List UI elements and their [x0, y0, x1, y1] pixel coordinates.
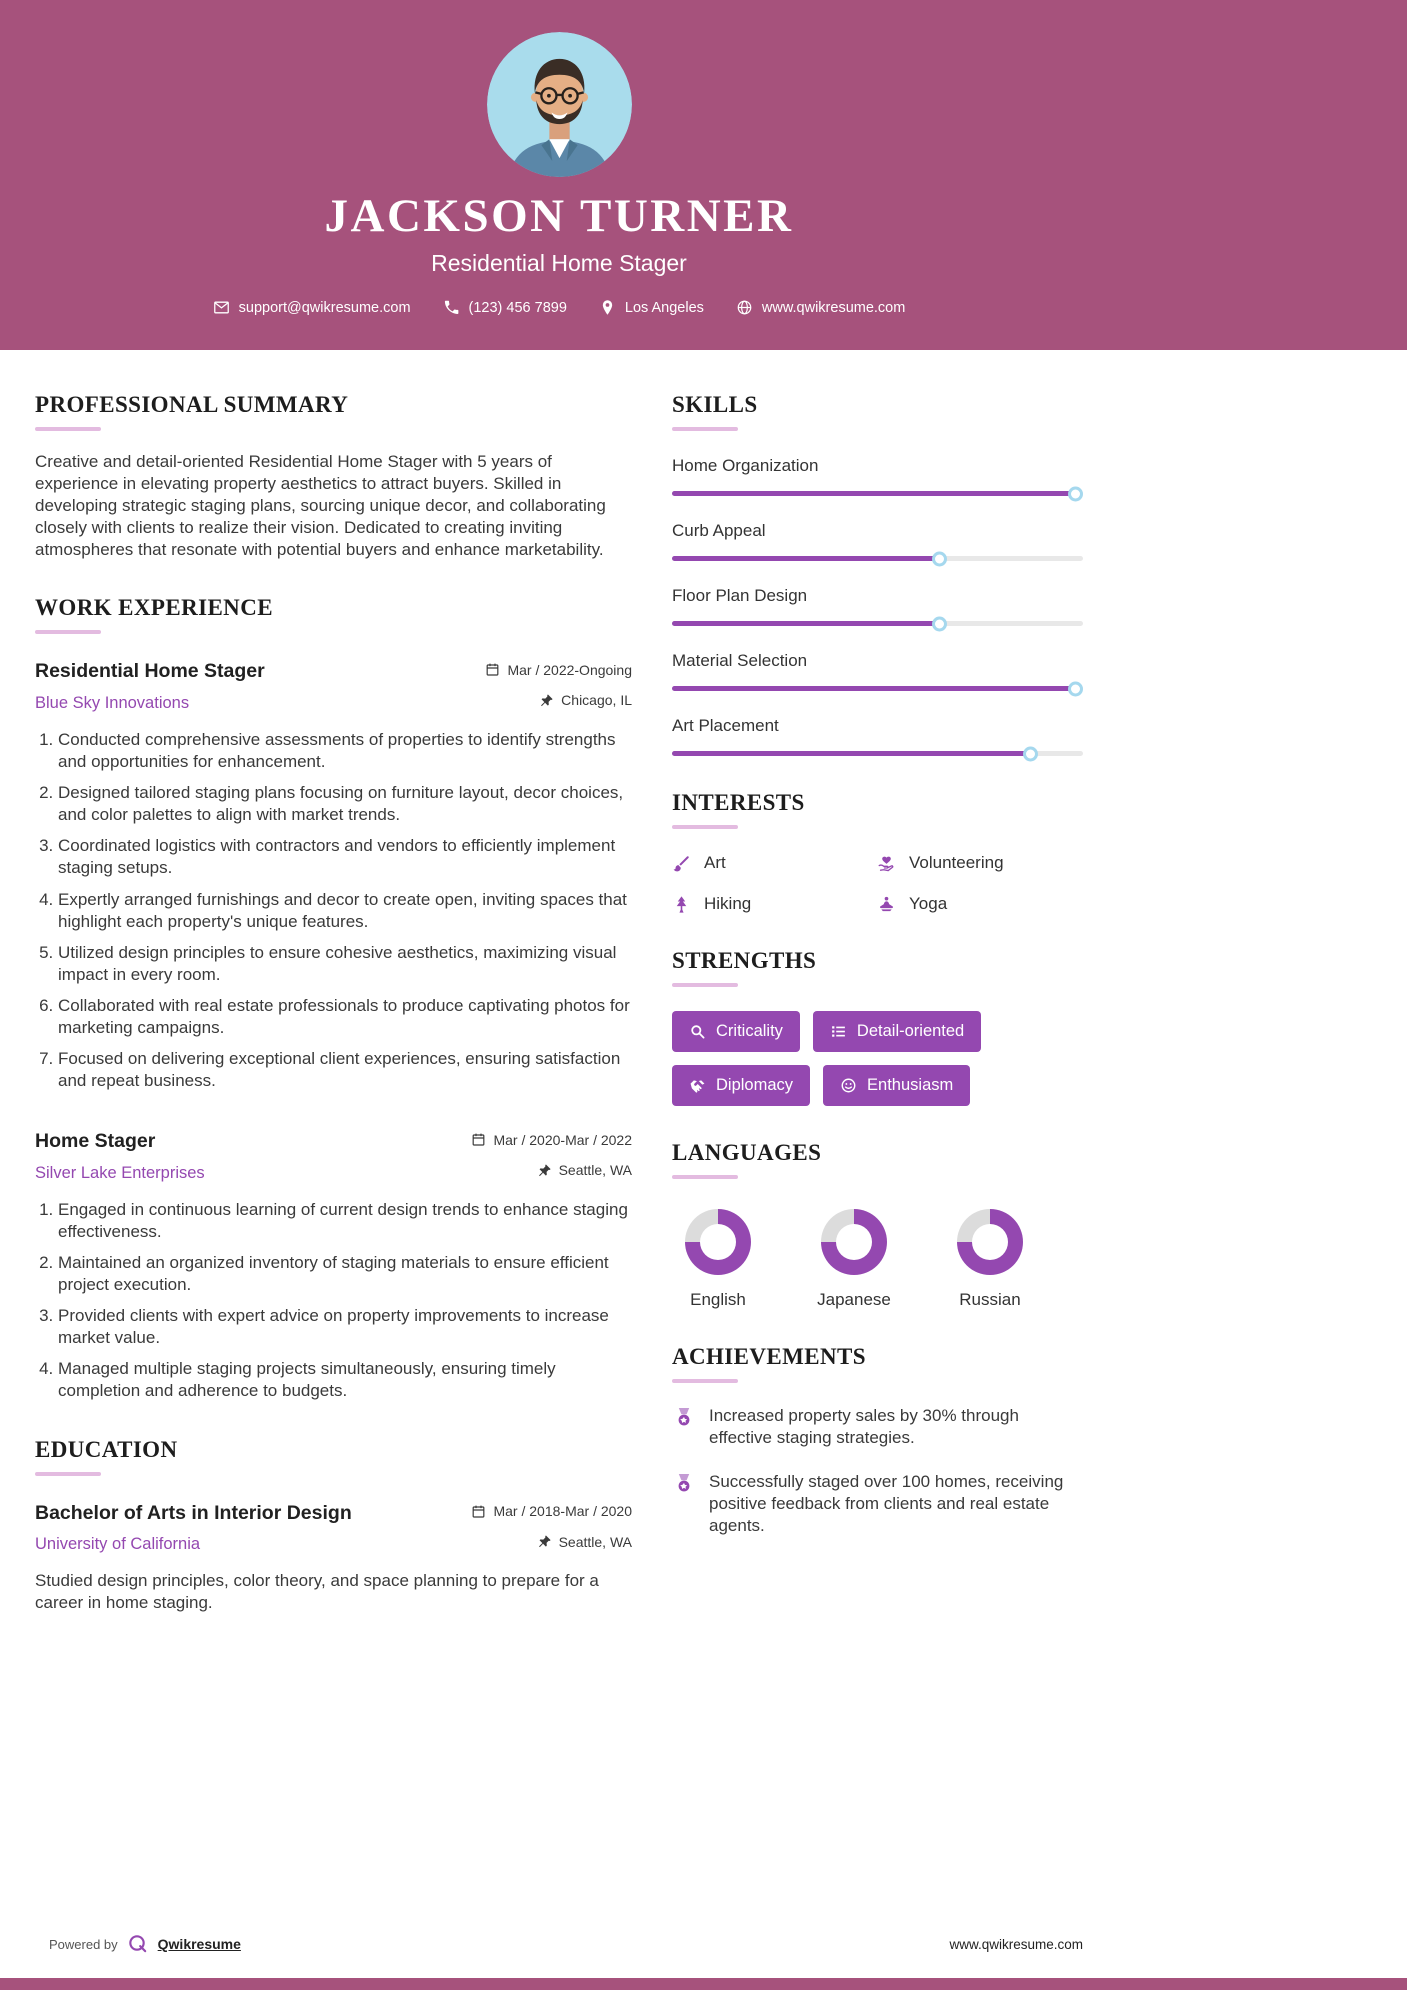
- section-education: [35, 1437, 632, 1615]
- heading-underline: [35, 630, 101, 634]
- powered-by-text: Powered by: [49, 1936, 118, 1952]
- search-icon: [689, 1023, 706, 1040]
- language-item: [808, 1209, 900, 1310]
- profile-photo: [487, 32, 632, 177]
- education-description: Studied design principles, color theory, and space planning to prepare for a career in home staging.: [35, 1571, 599, 1613]
- candidate-title: Residential Home Stager: [431, 250, 687, 276]
- heading-underline: [672, 427, 738, 431]
- strength-label: Enthusiasm: [867, 1076, 954, 1094]
- email-icon: [213, 299, 230, 316]
- achievement-item: [672, 1471, 1083, 1537]
- job-bullet-list: [35, 1199, 632, 1403]
- job-entry: [35, 1130, 632, 1402]
- contact-website-text: www.qwikresume.com: [761, 299, 906, 316]
- contact-location: [599, 299, 704, 316]
- skill-label: Home Organization: [672, 456, 819, 475]
- contact-phone[interactable]: [443, 299, 567, 316]
- skills-heading: SKILLS: [672, 392, 758, 417]
- job-bullet: 3. Coordinated logistics with contractors and vendors to efficiently implement staging setups.: [58, 835, 632, 879]
- tree-icon: [672, 895, 691, 914]
- phone-icon: [443, 299, 460, 316]
- interest-label: Volunteering: [909, 853, 1004, 872]
- job-location-text: Chicago, IL: [561, 692, 632, 709]
- hands-heart-icon: [877, 854, 896, 873]
- strengths-heading: STRENGTHS: [672, 948, 817, 973]
- education-heading: EDUCATION: [35, 1436, 178, 1462]
- languages-row: [672, 1209, 1083, 1310]
- skill-label: Art Placement: [672, 716, 779, 735]
- experience-heading: WORK EXPERIENCE: [35, 595, 273, 621]
- achievement-text: Successfully staged over 100 homes, receiving positive feedback from clients and real estate agents.: [709, 1472, 1064, 1536]
- skill-bar: [672, 621, 1083, 626]
- paintbrush-icon: [672, 854, 691, 873]
- section-strengths: [672, 948, 1083, 1106]
- skill-bar: [672, 556, 1083, 561]
- slider-handle: [1068, 681, 1083, 696]
- footer-website: www.qwikresume.com: [949, 1936, 1083, 1952]
- avatar-illustration: [487, 32, 632, 177]
- strength-badge: [672, 1065, 810, 1106]
- skill-item: [672, 586, 1083, 626]
- list-icon: [830, 1023, 847, 1040]
- skill-label: Material Selection: [672, 651, 808, 670]
- summary-text: Creative and detail-oriented Residential Home Stager with 5 years of experience in elevating property aesthetics to attract buyers. Skilled in developing strategic staging plans, sourcing unique decor, and collaborating closely with clients to realize their vision. Dedicated to creating inviting atmospheres that resonate with potential buyers and enhance marketability.: [35, 452, 606, 560]
- award-icon: [672, 1472, 696, 1496]
- yoga-icon: [877, 895, 896, 914]
- contact-website[interactable]: [736, 299, 905, 316]
- left-column: [35, 392, 632, 1648]
- interests-heading: INTERESTS: [672, 790, 805, 815]
- calendar-icon: [471, 1504, 486, 1519]
- degree-title: Bachelor of Arts in Interior Design: [35, 1501, 352, 1524]
- strength-badge: [813, 1011, 981, 1052]
- language-label: Russian: [959, 1290, 1021, 1309]
- powered-by: [49, 1934, 241, 1954]
- smiley-icon: [840, 1077, 857, 1094]
- heading-underline: [672, 825, 738, 829]
- achievement-item: [672, 1405, 1083, 1449]
- calendar-icon: [471, 1132, 486, 1147]
- language-donut-chart: [821, 1209, 887, 1275]
- interest-item: [877, 894, 1004, 914]
- pushpin-icon: [537, 1163, 552, 1178]
- job-entry: [35, 660, 632, 1092]
- heading-underline: [35, 1472, 101, 1476]
- interest-item: [877, 853, 1004, 873]
- interest-label: Yoga: [909, 894, 948, 913]
- contact-phone-text: (123) 456 7899: [468, 299, 567, 316]
- job-bullet-list: [35, 729, 632, 1092]
- skill-label: Floor Plan Design: [672, 586, 808, 605]
- header: [0, 0, 1407, 350]
- calendar-icon: [485, 662, 500, 677]
- section-professional-summary: [35, 392, 632, 561]
- job-bullet: 4. Expertly arranged furnishings and decor to create open, inviting spaces that highlight each property's unique features.: [58, 889, 632, 933]
- job-dates: [485, 662, 632, 678]
- handshake-icon: [689, 1077, 706, 1094]
- slider-handle: [1068, 486, 1083, 501]
- section-interests: [672, 790, 1083, 914]
- qwikresume-link[interactable]: Qwikresume: [157, 1936, 241, 1952]
- education-entry: [35, 1502, 632, 1615]
- job-location: [539, 692, 632, 708]
- resume-body: [35, 350, 1083, 1648]
- qwikresume-logo-icon: [128, 1934, 148, 1954]
- language-item: [944, 1209, 1036, 1310]
- job-location: [537, 1162, 632, 1178]
- strength-badge: [823, 1065, 970, 1106]
- contact-location-text: Los Angeles: [624, 299, 704, 316]
- interest-item: [672, 894, 877, 914]
- pushpin-icon: [537, 1534, 552, 1549]
- skill-bar: [672, 686, 1083, 691]
- job-bullet: 1. Conducted comprehensive assessments of properties to identify strengths and opportunities for enhancement.: [58, 729, 632, 773]
- section-languages: [672, 1140, 1083, 1310]
- education-dates-text: Mar / 2018-Mar / 2020: [493, 1503, 632, 1520]
- right-column: [672, 392, 1083, 1648]
- language-label: Japanese: [817, 1290, 891, 1309]
- skill-bar: [672, 751, 1083, 756]
- job-bullet: 3. Provided clients with expert advice on property improvements to increase market value.: [58, 1305, 632, 1349]
- languages-heading: LANGUAGES: [672, 1140, 822, 1165]
- summary-heading: PROFESSIONAL SUMMARY: [35, 392, 349, 417]
- job-title: Residential Home Stager: [35, 660, 265, 683]
- award-icon: [672, 1406, 696, 1430]
- job-dates: [471, 1132, 632, 1148]
- strength-badge: [672, 1011, 800, 1052]
- section-achievements: [672, 1344, 1083, 1537]
- strength-label: Diplomacy: [716, 1076, 794, 1094]
- education-location-text: Seattle, WA: [558, 1533, 632, 1550]
- achievements-heading: ACHIEVEMENTS: [672, 1344, 866, 1369]
- strength-label: Detail-oriented: [856, 1022, 965, 1040]
- interest-grid: [672, 853, 1083, 914]
- job-bullet: 1. Engaged in continuous learning of current design trends to enhance staging effectiveness.: [58, 1199, 632, 1243]
- contact-email-text: support@qwikresume.com: [238, 299, 411, 316]
- section-skills: [672, 392, 1083, 756]
- skill-item: [672, 651, 1083, 691]
- job-bullet: 5. Utilized design principles to ensure cohesive aesthetics, maximizing visual impact in every room.: [58, 942, 632, 986]
- strengths-list: [672, 1011, 1083, 1106]
- skill-item: [672, 521, 1083, 561]
- contact-email[interactable]: [213, 299, 411, 316]
- location-icon: [599, 299, 616, 316]
- job-title: Home Stager: [35, 1130, 156, 1153]
- footer: [49, 1934, 1083, 1954]
- bottom-accent-strip: [0, 1978, 1407, 1990]
- globe-icon: [736, 299, 753, 316]
- interest-item: [672, 853, 877, 873]
- skill-item: [672, 716, 1083, 756]
- language-donut-chart: [957, 1209, 1023, 1275]
- slider-handle: [1023, 746, 1038, 761]
- job-bullet: 6. Collaborated with real estate professionals to produce captivating photos for marketing campaigns.: [58, 995, 632, 1039]
- language-donut-chart: [685, 1209, 751, 1275]
- job-dates-text: Mar / 2020-Mar / 2022: [493, 1131, 632, 1148]
- job-company: Silver Lake Enterprises: [35, 1163, 205, 1182]
- skill-item: [672, 456, 1083, 496]
- interest-label: Hiking: [704, 894, 752, 913]
- job-bullet: 4. Managed multiple staging projects simultaneously, ensuring timely completion and adherence to budgets.: [58, 1358, 632, 1402]
- pushpin-icon: [539, 693, 554, 708]
- job-bullet: 7. Focused on delivering exceptional client experiences, ensuring satisfaction and repeat business.: [58, 1048, 632, 1092]
- heading-underline: [672, 983, 738, 987]
- heading-underline: [672, 1379, 738, 1383]
- skill-label: Curb Appeal: [672, 521, 766, 540]
- contact-row: [213, 299, 906, 316]
- achievement-text: Increased property sales by 30% through effective staging strategies.: [709, 1406, 1019, 1448]
- education-dates: [471, 1503, 632, 1519]
- heading-underline: [35, 427, 101, 431]
- slider-handle: [932, 616, 947, 631]
- job-bullet: 2. Designed tailored staging plans focusing on furniture layout, decor choices, and color palettes to align with market trends.: [58, 782, 632, 826]
- slider-handle: [932, 551, 947, 566]
- job-company: Blue Sky Innovations: [35, 693, 190, 712]
- section-work-experience: [35, 595, 632, 1402]
- job-location-text: Seattle, WA: [558, 1162, 632, 1179]
- heading-underline: [672, 1175, 738, 1179]
- job-dates-text: Mar / 2022-Ongoing: [507, 661, 632, 678]
- job-bullet: 2. Maintained an organized inventory of staging materials to ensure efficient project execution.: [58, 1252, 632, 1296]
- school-name: University of California: [35, 1535, 201, 1554]
- language-item: [672, 1209, 764, 1310]
- education-location: [537, 1534, 632, 1550]
- candidate-name: JACKSON TURNER: [324, 190, 794, 242]
- language-label: English: [690, 1290, 746, 1309]
- skill-bar: [672, 491, 1083, 496]
- strength-label: Criticality: [716, 1022, 783, 1040]
- interest-label: Art: [704, 853, 726, 872]
